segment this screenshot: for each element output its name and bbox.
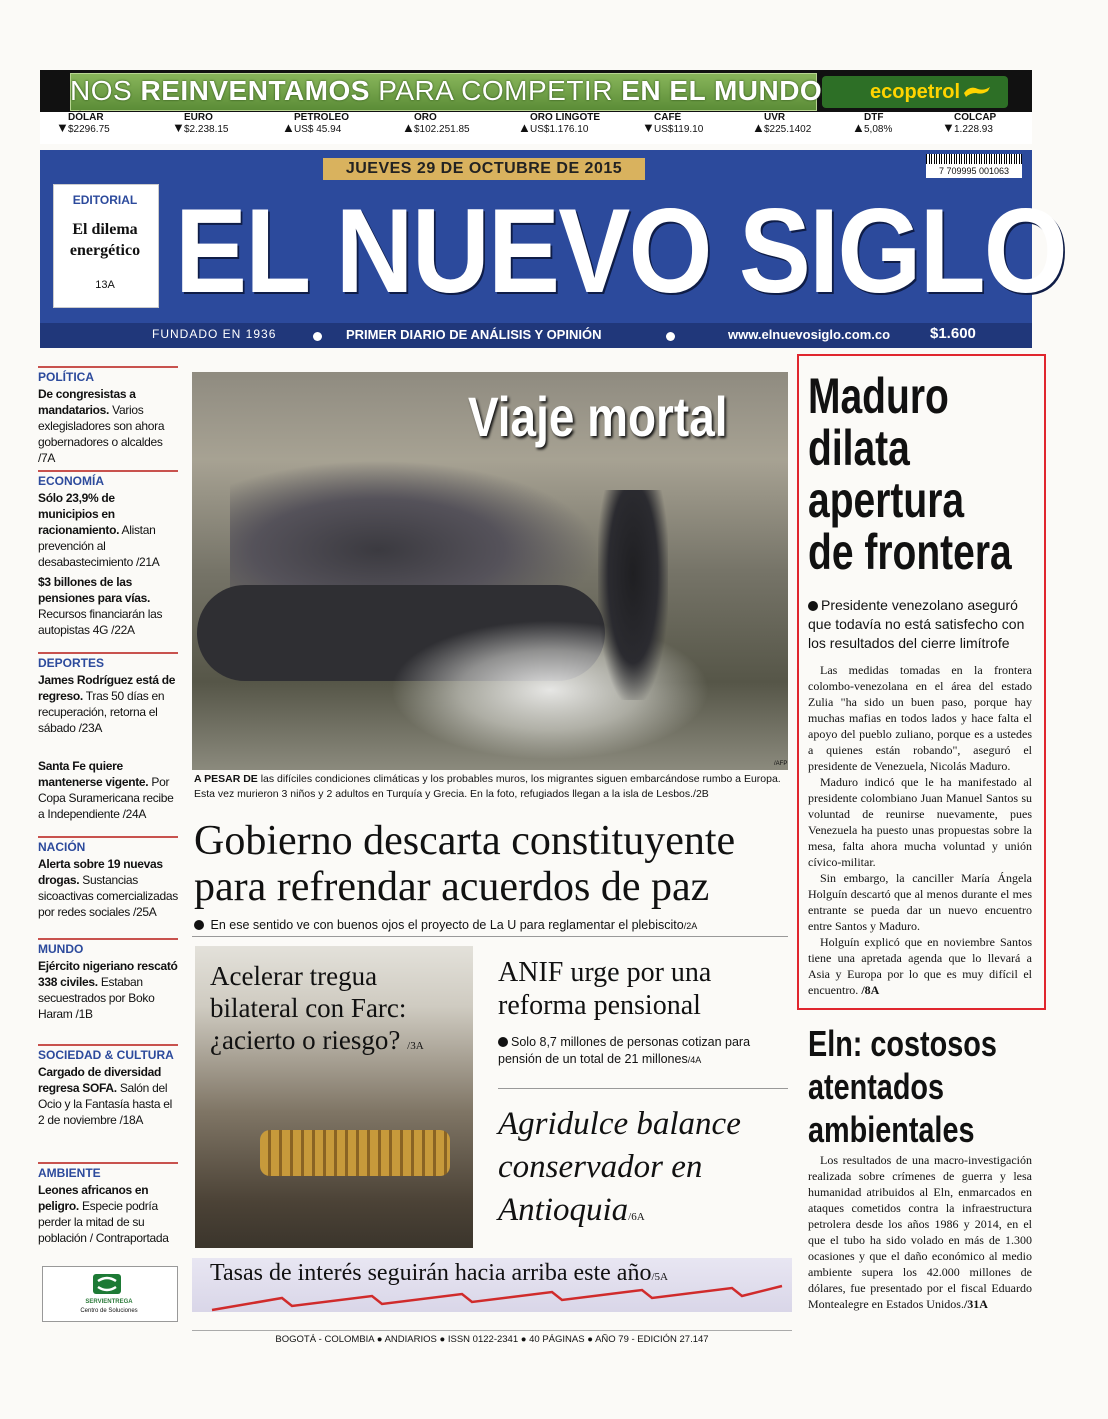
headline-line: de frontera bbox=[808, 524, 1012, 580]
cover-price: $1.600 bbox=[930, 325, 976, 342]
section-label: AMBIENTE bbox=[38, 1162, 178, 1180]
main-story-headline[interactable]: Gobierno descarta constituyente para refrendar acuerdos de paz bbox=[194, 818, 736, 910]
story-paragraph: Holguín explicó que en noviembre Santos tiene una apretada agenda que lo llevará a Asia y Europa por lo que es muy difícil el encuentro. /8A bbox=[808, 935, 1032, 997]
section-teaser: James Rodríguez está de regreso. Tras 50 días en recuperación, retorna el sábado /23A bbox=[38, 673, 176, 735]
market-name: COLCAP bbox=[954, 112, 997, 123]
section-index bbox=[38, 358, 178, 1263]
section-entry[interactable] bbox=[38, 572, 178, 638]
section-entry[interactable] bbox=[38, 366, 178, 466]
anif-story-headline[interactable]: ANIF urge por una reforma pensional bbox=[498, 957, 712, 1021]
website-link[interactable]: www.elnuevosiglo.com.co bbox=[728, 327, 891, 342]
issue-date: JUEVES 29 DE OCTUBRE DE 2015 bbox=[345, 160, 623, 177]
bullet-icon bbox=[313, 332, 322, 341]
section-label: NACIÓN bbox=[38, 836, 178, 854]
photo-headline[interactable]: Viaje mortal bbox=[468, 385, 728, 448]
newspaper-nameplate[interactable]: EL NUEVO SIGLO bbox=[175, 184, 1066, 318]
section-entry[interactable] bbox=[38, 756, 178, 822]
market-name: ORO bbox=[414, 112, 437, 123]
editorial-label: EDITORIAL bbox=[72, 193, 138, 207]
anif-story-subhead: Solo 8,7 millones de personas cotizan para pensión de un total de 21 millones/4A bbox=[498, 1035, 751, 1066]
trend-arrow-icon: ▼ bbox=[642, 120, 655, 135]
section-label: POLÍTICA bbox=[38, 366, 178, 384]
editorial-page: 13A bbox=[95, 279, 115, 291]
main-story-subhead: En ese sentido ve con buenos ojos el proyecto de La U para reglamentar el plebiscito/2A bbox=[194, 918, 794, 932]
market-name: CAFÉ bbox=[654, 112, 682, 123]
barcode-number: 7 709995 001063 bbox=[926, 164, 1022, 178]
section-teaser: Alerta sobre 19 nuevas drogas. Sustancias sicoactivas comercializadas por redes sociales /25A bbox=[38, 857, 178, 919]
sponsor-name: SERVIENTREGA bbox=[85, 1299, 133, 1305]
footer-divider bbox=[192, 1330, 792, 1331]
market-name: EURO bbox=[184, 112, 213, 123]
photo-credit: /AFP bbox=[774, 761, 788, 767]
headline-line: apertura bbox=[808, 472, 965, 528]
maduro-story-body bbox=[808, 662, 1032, 998]
section-label: MUNDO bbox=[38, 938, 178, 956]
market-value: $225.1402 bbox=[764, 124, 812, 135]
eln-story-body: Los resultados de una macro-investigación realizada sobre crímenes de guerra y lesa humanidad atribuidos al Eln, enmarcados en ataques cometidos contra la infraestructura petrolera desde los años 1986 y 2014, en el que el tubo ha sido volado en más de 1.300 ocasiones y que el daño económico al medio ambiente supera los 42.000 millones de dólares, fue presentado por el fiscal Eduardo Montealegre en Estados Unidos./31A bbox=[808, 1153, 1032, 1311]
tagline: PRIMER DIARIO DE ANÁLISIS Y OPINIÓN bbox=[346, 327, 602, 342]
trend-arrow-icon: ▲ bbox=[282, 120, 295, 135]
farc-story-headline[interactable]: Acelerar tregua bilateral con Farc: ¿acierto o riesgo? /3A bbox=[210, 961, 424, 1055]
trend-arrow-icon: ▼ bbox=[56, 120, 69, 135]
section-label: SOCIEDAD & CULTURA bbox=[38, 1044, 178, 1062]
eln-story-headline[interactable] bbox=[808, 1022, 1038, 1151]
section-entry[interactable] bbox=[38, 1044, 178, 1128]
headline-line: atentados bbox=[808, 1066, 945, 1107]
market-value: 1.228.93 bbox=[954, 124, 993, 135]
headline-line: Eln: costosos bbox=[808, 1023, 997, 1064]
market-name: DTF bbox=[864, 112, 884, 123]
market-value: $2.238.15 bbox=[184, 124, 229, 135]
market-name: UVR bbox=[764, 112, 786, 123]
market-name: DÓLAR bbox=[68, 112, 104, 123]
rising-trend-icon bbox=[192, 1284, 792, 1314]
photo-man-wading bbox=[598, 490, 668, 700]
story-paragraph: Maduro indicó que le ha manifestado al presidente colombiano Juan Manuel Santos su voluntad de reunirse nuevamente, pues Venezuela ha puesto unas propuestas sobre la mesa, falta ahora mucha voluntad y unión cívico-militar. bbox=[808, 775, 1032, 869]
ammunition-belt bbox=[260, 1130, 450, 1176]
iguana-icon bbox=[962, 81, 992, 101]
section-teaser: Cargado de diversidad regresa SOFA. Salón del Ocio y la Fantasía hasta el 2 de noviembre /18A bbox=[38, 1065, 172, 1127]
section-entry[interactable] bbox=[38, 470, 178, 570]
market-name: PETROLEO bbox=[294, 112, 350, 123]
trend-arrow-icon: ▲ bbox=[852, 120, 865, 135]
market-name: ORO LINGOTE bbox=[530, 112, 600, 123]
section-teaser: Ejército nigeriano rescató 338 civiles. Estaban secuestrados por Boko Haram /1B bbox=[38, 959, 178, 1021]
section-teaser: Santa Fe quiere mantenerse vigente. Por Copa Suramericana recibe a Independiente /24A bbox=[38, 759, 174, 821]
section-label: DEPORTES bbox=[38, 652, 178, 670]
trend-arrow-icon: ▼ bbox=[172, 120, 185, 135]
section-teaser: Leones africanos en peligro. Especie podría perder la mitad de su población / Contraportada bbox=[38, 1183, 169, 1245]
headline-line: Maduro bbox=[808, 368, 949, 424]
story-paragraph: Sin embargo, la canciller María Ángela Holguín descartó que al menos durante el mes entrante se pueda dar un nuevo encuentro entre Santos y Maduro. bbox=[808, 871, 1032, 933]
ad-slogan: NOS REINVENTAMOS PARA COMPETIR EN EL MUNDO bbox=[70, 75, 823, 106]
divider bbox=[498, 1088, 788, 1089]
headline-line: ambientales bbox=[808, 1109, 975, 1150]
section-entry[interactable] bbox=[38, 938, 178, 1022]
story-paragraph: Las medidas tomadas en la frontera colombo-venezolana en el área del estado Zulia "ha sido un buen paso, porque hay muchas mafias en todos lados y hace falta el apoyo del pueblo zuliano, porque es a ustedes a quienes están robando", aseguró el presidente de Venezuela, Nicolás Maduro. bbox=[808, 663, 1032, 773]
section-teaser: $3 billones de las pensiones para vías. Recursos financiarán las autopistas 4G /22A bbox=[38, 575, 163, 637]
market-value: $102.251.85 bbox=[414, 124, 470, 135]
section-entry[interactable] bbox=[38, 1162, 178, 1246]
section-entry[interactable] bbox=[38, 836, 178, 920]
divider bbox=[192, 936, 788, 937]
trend-arrow-icon: ▼ bbox=[942, 120, 955, 135]
section-teaser: Sólo 23,9% de municipios en racionamiento. Alistan prevención al desabastecimiento /21A bbox=[38, 491, 160, 569]
section-label: ECONOMÍA bbox=[38, 470, 178, 488]
section-teaser: De congresistas a mandatarios. Varios exlegisladores son ahora gobernadores o alcaldes /7A bbox=[38, 387, 165, 465]
market-value: US$119.10 bbox=[654, 124, 704, 135]
section-entry[interactable] bbox=[38, 652, 178, 736]
market-value: US$ 45.94 bbox=[294, 124, 342, 135]
bullet-icon bbox=[666, 332, 675, 341]
bullet-icon bbox=[498, 1037, 508, 1047]
rates-headline[interactable]: Tasas de interés seguirán hacia arriba este año/5A bbox=[210, 1260, 668, 1286]
page-ref: /8A bbox=[861, 983, 880, 997]
trend-arrow-icon: ▲ bbox=[402, 120, 415, 135]
servientrega-logo-icon bbox=[92, 1272, 122, 1296]
headline-line: dilata bbox=[808, 420, 910, 476]
market-indicators bbox=[40, 112, 1032, 144]
editorial-title[interactable]: El dilema energético bbox=[69, 221, 141, 259]
trend-arrow-icon: ▲ bbox=[518, 120, 531, 135]
maduro-story-headline[interactable] bbox=[808, 370, 1038, 578]
market-value: $2296.75 bbox=[68, 124, 110, 135]
footer-info: BOGOTÁ - COLOMBIA ● ANDIARIOS ● ISSN 0122-2341 ● 40 PÁGINAS ● AÑO 79 - EDICIÓN 27.147 bbox=[275, 1334, 709, 1345]
conservative-story-headline[interactable]: Agridulce balance conservador en Antioquia/6A bbox=[498, 1106, 741, 1228]
founded-year: FUNDADO EN 1936 bbox=[152, 327, 277, 341]
trend-arrow-icon: ▲ bbox=[752, 120, 765, 135]
bullet-icon bbox=[194, 920, 204, 930]
market-value: US$1.176.10 bbox=[530, 124, 589, 135]
sponsor-subtitle: Centro de Soluciones bbox=[80, 1308, 138, 1314]
photo-caption: A PESAR DE las difíciles condiciones climáticas y los probables muros, los migrantes siguen embarcándose rumbo a Europa. Esta vez murieron 3 niños y 2 adultos en Turquía y Grecia. En la foto, refugiados llegan a la isla de Lesbos./2B bbox=[194, 773, 781, 800]
bullet-icon bbox=[808, 601, 818, 611]
market-value: 5,08% bbox=[864, 124, 893, 135]
ecopetrol-logo: ecopetrol bbox=[869, 81, 961, 103]
maduro-story-subhead: Presidente venezolano aseguró que todavía no está satisfecho con los resultados del cierre limítrofe bbox=[808, 597, 1025, 651]
